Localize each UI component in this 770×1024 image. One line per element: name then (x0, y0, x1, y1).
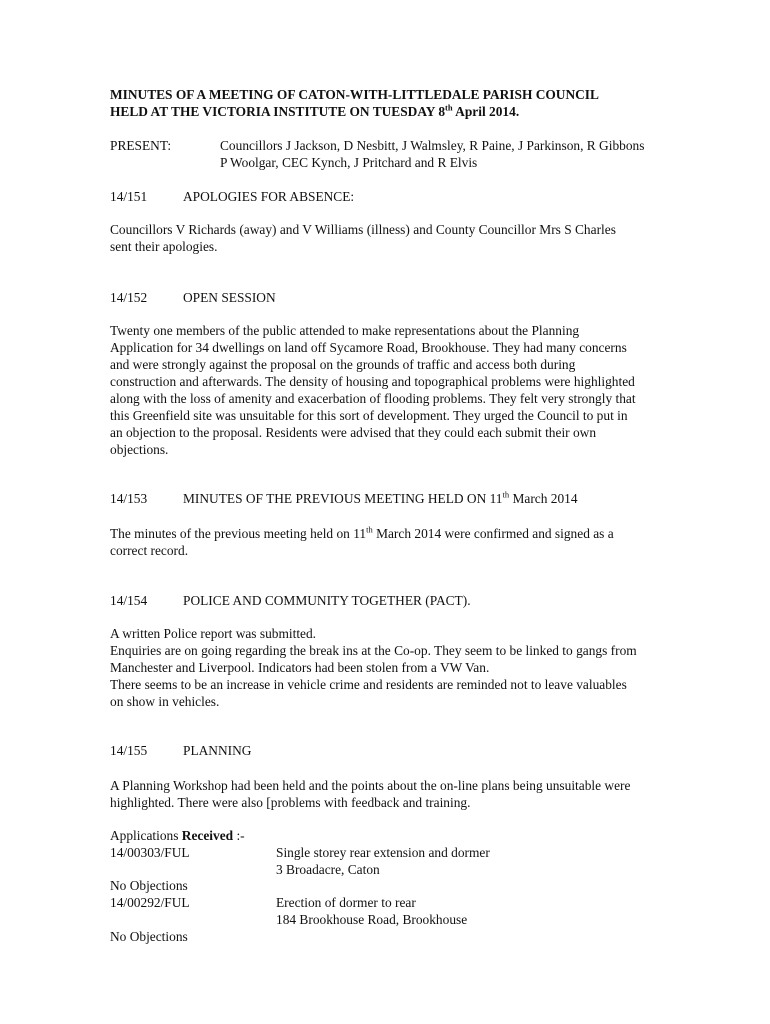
item-number: 14/154 (110, 593, 148, 608)
title-line-1: MINUTES OF A MEETING OF CATON-WITH-LITTLEDALE PARISH COUNCIL (110, 87, 599, 102)
item-title: PLANNING (183, 743, 252, 758)
body-line: along with the loss of amenity and exacerbation of flooding problems. They felt very strongly that (110, 391, 636, 406)
body-line: highlighted. There were also [problems with feedback and training. (110, 795, 471, 810)
body-line (110, 525, 720, 542)
body-text: The minutes of the previous meeting held on 11 (110, 526, 367, 541)
applications-label-end: :- (233, 828, 245, 843)
item-body-155 (110, 777, 720, 811)
body-line: and were strongly against the proposal on the grounds of traffic and access both during (110, 357, 576, 372)
item-body-152 (110, 322, 720, 458)
body-line: There seems to be an increase in vehicle crime and residents are reminded not to leave valuables (110, 677, 627, 692)
item-heading-154 (110, 592, 720, 609)
present-label: PRESENT: (110, 138, 172, 153)
item-body-154 (110, 625, 720, 710)
item-title: POLICE AND COMMUNITY TOGETHER (PACT). (183, 593, 471, 608)
body-line: sent their apologies. (110, 239, 218, 254)
body-line: Twenty one members of the public attended to make representations about the Planning (110, 323, 580, 338)
body-line: Enquiries are on going regarding the break ins at the Co-op. They seem to be linked to gangs from (110, 643, 637, 658)
body-line: correct record. (110, 543, 189, 558)
document-title (110, 86, 720, 120)
present-list (220, 137, 730, 171)
body-line: Councillors V Richards (away) and V Williams (illness) and County Councillor Mrs S Charles (110, 222, 616, 237)
body-line: A written Police report was submitted. (110, 626, 317, 641)
body-line: A Planning Workshop had been held and the points about the on-line plans being unsuitable were (110, 778, 631, 793)
body-line: construction and afterwards. The density of housing and topographical problems were highlighted (110, 374, 635, 389)
application-decision: No Objections (110, 878, 188, 893)
application-desc: Single storey rear extension and dormer (276, 845, 490, 860)
item-heading-151 (110, 188, 720, 205)
body-sup: th (366, 524, 373, 535)
present-line-1: Councillors J Jackson, D Nesbitt, J Walmsley, R Paine, J Parkinson, R Gibbons (220, 138, 645, 153)
body-line: on show in vehicles. (110, 694, 220, 709)
item-title-text: MINUTES OF THE PREVIOUS MEETING HELD ON 11 (183, 491, 503, 506)
application-address: 184 Brookhouse Road, Brookhouse (276, 912, 468, 927)
item-body-151 (110, 221, 720, 255)
title-line-2-end: April 2014. (452, 104, 520, 119)
body-line: this Greenfield site was unsuitable for this sort of development. They urged the Council to put in (110, 408, 628, 423)
item-title (183, 491, 578, 506)
item-number: 14/151 (110, 189, 148, 204)
applications-label-bold: Received (181, 828, 234, 843)
item-body-153 (110, 525, 720, 559)
body-line: objections. (110, 442, 169, 457)
item-heading-153 (110, 490, 720, 507)
application-address: 3 Broadacre, Caton (276, 862, 380, 877)
application-desc: Erection of dormer to rear (276, 895, 416, 910)
item-title: OPEN SESSION (183, 290, 276, 305)
title-line-2-sup: th (445, 102, 453, 113)
body-line: an objection to the proposal. Residents were advised that they could each submit their own (110, 425, 597, 440)
applications-label-text: Applications (110, 828, 182, 843)
body-line: Manchester and Liverpool. Indicators had been stolen from a VW Van. (110, 660, 490, 675)
body-text-end: March 2014 were confirmed and signed as a (372, 526, 614, 541)
item-title-sup: th (502, 489, 510, 500)
item-title-end: March 2014 (509, 491, 578, 506)
item-number: 14/153 (110, 491, 148, 506)
application-ref: 14/00303/FUL (110, 845, 190, 860)
title-line-2-text: HELD AT THE VICTORIA INSTITUTE ON TUESDAY 8 (110, 104, 446, 119)
item-number: 14/155 (110, 743, 148, 758)
item-number: 14/152 (110, 290, 148, 305)
application-ref: 14/00292/FUL (110, 895, 190, 910)
application-decision: No Objections (110, 929, 188, 944)
item-heading-155 (110, 742, 720, 759)
item-title: APOLOGIES FOR ABSENCE: (183, 189, 355, 204)
item-heading-152 (110, 289, 720, 306)
applications-label (110, 827, 720, 844)
present-line-2: P Woolgar, CEC Kynch, J Pritchard and R Elvis (220, 155, 478, 170)
body-line: Application for 34 dwellings on land off Sycamore Road, Brookhouse. They had many concerns (110, 340, 627, 355)
title-line-2 (110, 103, 720, 120)
